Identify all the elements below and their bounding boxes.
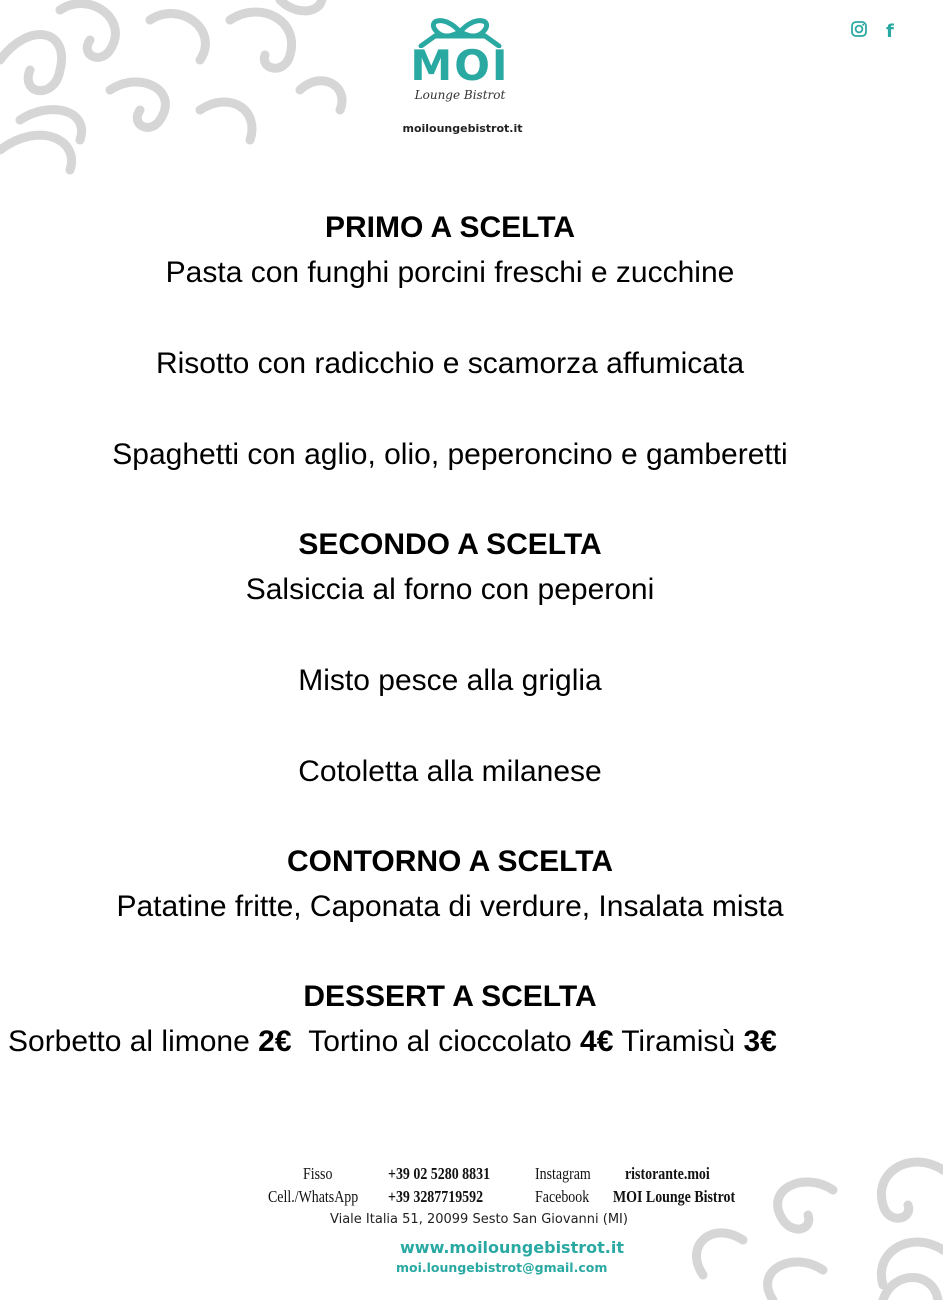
dessert-line bbox=[0, 1019, 900, 1064]
section-primo bbox=[0, 206, 900, 477]
facebook-icon[interactable]: f bbox=[886, 20, 894, 42]
dessert-price: 2€ bbox=[258, 1025, 292, 1058]
instagram-value[interactable]: ristorante.moi bbox=[625, 1164, 710, 1183]
menu-item: Misto pesce alla griglia bbox=[298, 664, 602, 697]
cell-value[interactable]: +39 3287719592 bbox=[388, 1187, 484, 1206]
social-links bbox=[850, 20, 894, 43]
dessert-name: Tiramisù bbox=[621, 1025, 736, 1058]
facebook-label: Facebook bbox=[535, 1187, 590, 1206]
facebook-value[interactable]: MOI Lounge Bistrot bbox=[613, 1187, 736, 1206]
section-title: CONTORNO A SCELTA bbox=[286, 845, 614, 878]
dessert-name: Sorbetto al limone bbox=[8, 1025, 250, 1058]
restaurant-logo bbox=[385, 12, 535, 102]
floral-ornament-bottom-right bbox=[683, 1150, 943, 1300]
menu-item: Risotto con radicchio e scamorza affumicata bbox=[155, 347, 745, 380]
section-contorno bbox=[0, 840, 900, 929]
header-website[interactable]: moiloungebistrot.it bbox=[402, 122, 523, 135]
menu-item: Spaghetti con aglio, olio, peperoncino e gamberetti bbox=[112, 438, 788, 471]
menu-item: Salsiccia al forno con peperoni bbox=[245, 573, 655, 606]
dessert-name: Tortino al cioccolato bbox=[308, 1025, 572, 1058]
fisso-label: Fisso bbox=[303, 1164, 333, 1183]
menu-item: Patatine fritte, Caponata di verdure, Insalata mista bbox=[116, 890, 784, 923]
logo-name: MOI bbox=[410, 41, 510, 90]
menu-item: Cotoletta alla milanese bbox=[298, 755, 602, 788]
footer-email[interactable]: moi.loungebistrot@gmail.com bbox=[396, 1260, 608, 1275]
footer-website[interactable]: www.moiloungebistrot.it bbox=[400, 1238, 624, 1257]
dessert-price: 3€ bbox=[743, 1025, 777, 1058]
address: Viale Italia 51, 20099 Sesto San Giovanni (MI) bbox=[330, 1212, 628, 1227]
menu-item: Pasta con funghi porcini freschi e zucchine bbox=[165, 256, 735, 289]
cell-label: Cell./WhatsApp bbox=[268, 1187, 359, 1206]
instagram-label: Instagram bbox=[535, 1164, 591, 1183]
section-secondo bbox=[0, 523, 900, 794]
instagram-icon[interactable] bbox=[850, 20, 868, 43]
dessert-price: 4€ bbox=[580, 1025, 614, 1058]
floral-ornament-top-left bbox=[0, 0, 430, 175]
menu-body bbox=[0, 206, 900, 1064]
logo-tagline: Lounge Bistrot bbox=[414, 88, 506, 102]
section-title: DESSERT A SCELTA bbox=[303, 980, 597, 1013]
section-title: SECONDO A SCELTA bbox=[298, 528, 602, 561]
section-dessert bbox=[0, 975, 900, 1064]
section-title: PRIMO A SCELTA bbox=[325, 211, 575, 244]
fisso-value[interactable]: +39 02 5280 8831 bbox=[388, 1164, 491, 1183]
